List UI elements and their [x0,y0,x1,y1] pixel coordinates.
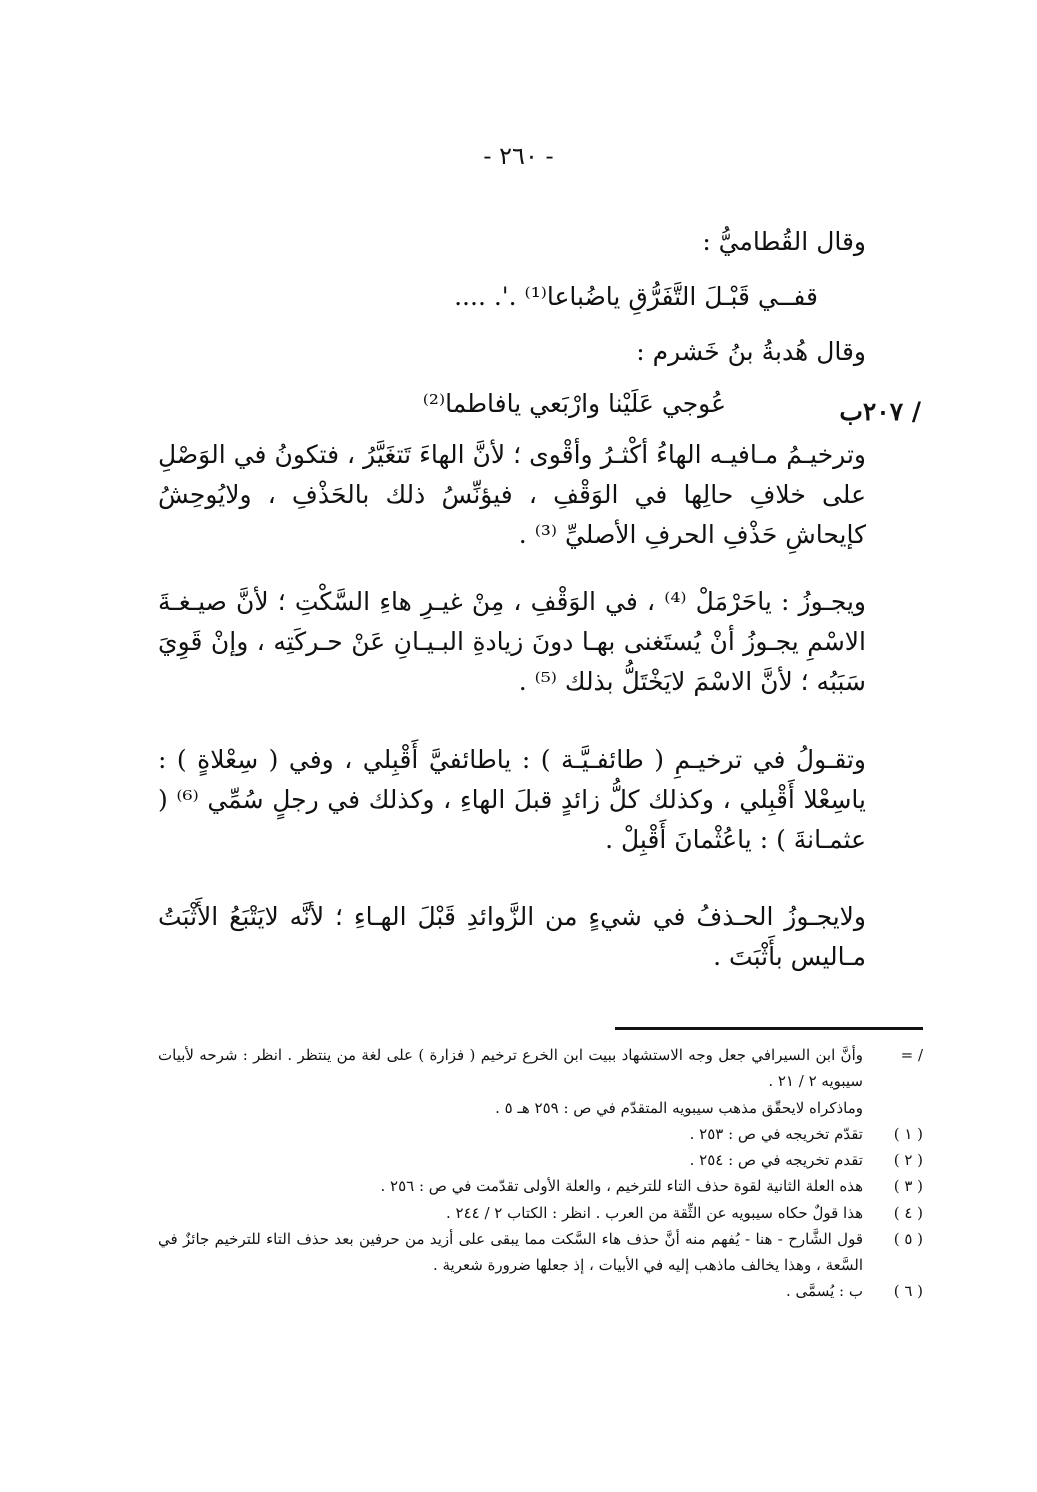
footnote-5 [158,1226,923,1279]
footnote-text: قول الشَّارح - هنا - يُفهم منه أنَّ حذف هاء السَّكت مما يبقى على أزيد من حرفين بعد حذف التاء للترخيم جائزٌ في السَّعة ، وهذا يخالف ماذهب إليه في الأبيات ، إذ جعلها ضرورة شعرية . [158,1229,863,1274]
footnote-1 [158,1121,923,1147]
footnote-mark: ( ١ ) [893,1124,923,1143]
footnote-text: تقدم تخريجه في ص : ٢٥٤ . [689,1151,863,1169]
paragraph-2 [158,582,866,702]
footnote-text: وماذكراه لايحقّق مذهب سيبويه المتقدّم في ص : ٢٥٩ هـ ٥ . [495,1098,863,1117]
footnote-4 [158,1200,923,1226]
poet-intro-qutami: وقال القُطاميُّ : [702,227,866,256]
footnote-mark: ( ٣ ) [893,1177,923,1196]
footnote-3 [158,1173,923,1199]
paragraph-1-text: وترخيـمُ مـافيـه الهاءُ أكْثـرُ وأقْوى ؛ لأنَّ الهاءَ تَتغَيَّرُ ، فتكونُ في الوَصْلِ على خلافِ حالِها في الوَقْفِ ، فيؤنِّسُ ذلك بالحَذْفِ ، ولايُوحِشُ كإيحاشِ حَذْفِ الحرفِ الأصليِّ ⁽³⁾ . [158,440,866,549]
page-number: - ٢٦٠ - [483,142,554,170]
poet-intro-hudba: وقال هُدبةُ بنُ خَشرم : [636,337,866,366]
verse-line-1: قفــي قَبْـلَ التَّفَرُّقِ ياضُباعا⁽¹⁾ .'. .... [454,282,818,311]
paragraph-2-text: ويجـوزُ : ياحَرْمَلْ ⁽⁴⁾ ، في الوَقْفِ ، مِنْ غيـرِ هاءِ السَّكْتِ ؛ لأنَّ صيـغـةَ الاسْمِ يجـوزُ أنْ يُستَغنى بهـا دونَ زيادةِ البـيـانِ عَنْ حـركَتِه ، وإنْ قَوِيَ سَبَبُه ؛ لأنَّ الاسْمَ لايَخْتَلُّ بذلك ⁽⁵⁾ . [158,587,866,696]
footnote-text: ب : يُسمَّى . [786,1282,863,1301]
footnote-6 [158,1278,923,1304]
paragraph-3-text: وتقـولُ في ترخيـمِ ( طائفـيَّـة ) : ياطائفيَّ أَقْبِلي ، وفي ( سِعْلاةٍ ) : ياسِعْلا أَقْبِلي ، وكذلك كلُّ زائدٍ قبلَ الهاءِ ، وكذلك في رجلٍ سُمِّي ⁽⁶⁾ ( عثمـانةَ ) : ياعُثْمانَ أَقْبِلْ . [158,745,866,854]
footnote-text: وأنَّ ابن السيرافي جعل وجه الاستشهاد ببيت ابن الخرع ترخيم ( فزارة ) على لغة من ينتظر . انظر : شرحه لأبيات سيبويه ٢ / ٢١ . [158,1046,863,1091]
paragraph-4 [158,897,866,977]
paragraph-3 [158,740,866,860]
footnote-mark: ( ٥ ) [893,1229,923,1248]
footnote-continuation-2 [158,1095,923,1121]
footnote-divider [615,1027,923,1030]
verse-line-2: عُوجي عَلَيْنا وارْبَعي يافاطما⁽²⁾ [422,389,726,418]
footnotes [158,1042,923,1305]
paragraph-1 [158,435,866,555]
footnote-mark: / = [900,1046,923,1064]
footnote-mark: ( ٢ ) [893,1151,923,1169]
footnote-mark [863,1095,923,1121]
footnote-mark: ( ٤ ) [893,1203,923,1222]
paragraph-4-text: ولايجـوزُ الحـذفُ في شيءٍ من الزَّوائدِ قَبْلَ الهـاءِ ؛ لأنَّه لايَتْبَعُ الأَثْبَتُ مـاليس بأَثْبَتَ . [158,902,866,971]
footnote-text: تقدّم تخريجه في ص : ٢٥٣ . [689,1124,863,1143]
footnote-text: هذا قولٌ حكاه سيبويه عن الثِّقة من العرب . انظر : الكتاب ٢ / ٢٤٤ . [445,1203,863,1222]
footnote-mark: ( ٦ ) [893,1282,923,1301]
footnote-text: هذه العلة الثانية لقوة حذف التاء للترخيم ، والعلة الأولى تقدّمت في ص : ٢٥٦ . [380,1177,863,1196]
folio-marker: / ٢٠٧ب [839,397,921,426]
footnote-2 [158,1147,923,1173]
footnote-continuation [158,1042,923,1095]
